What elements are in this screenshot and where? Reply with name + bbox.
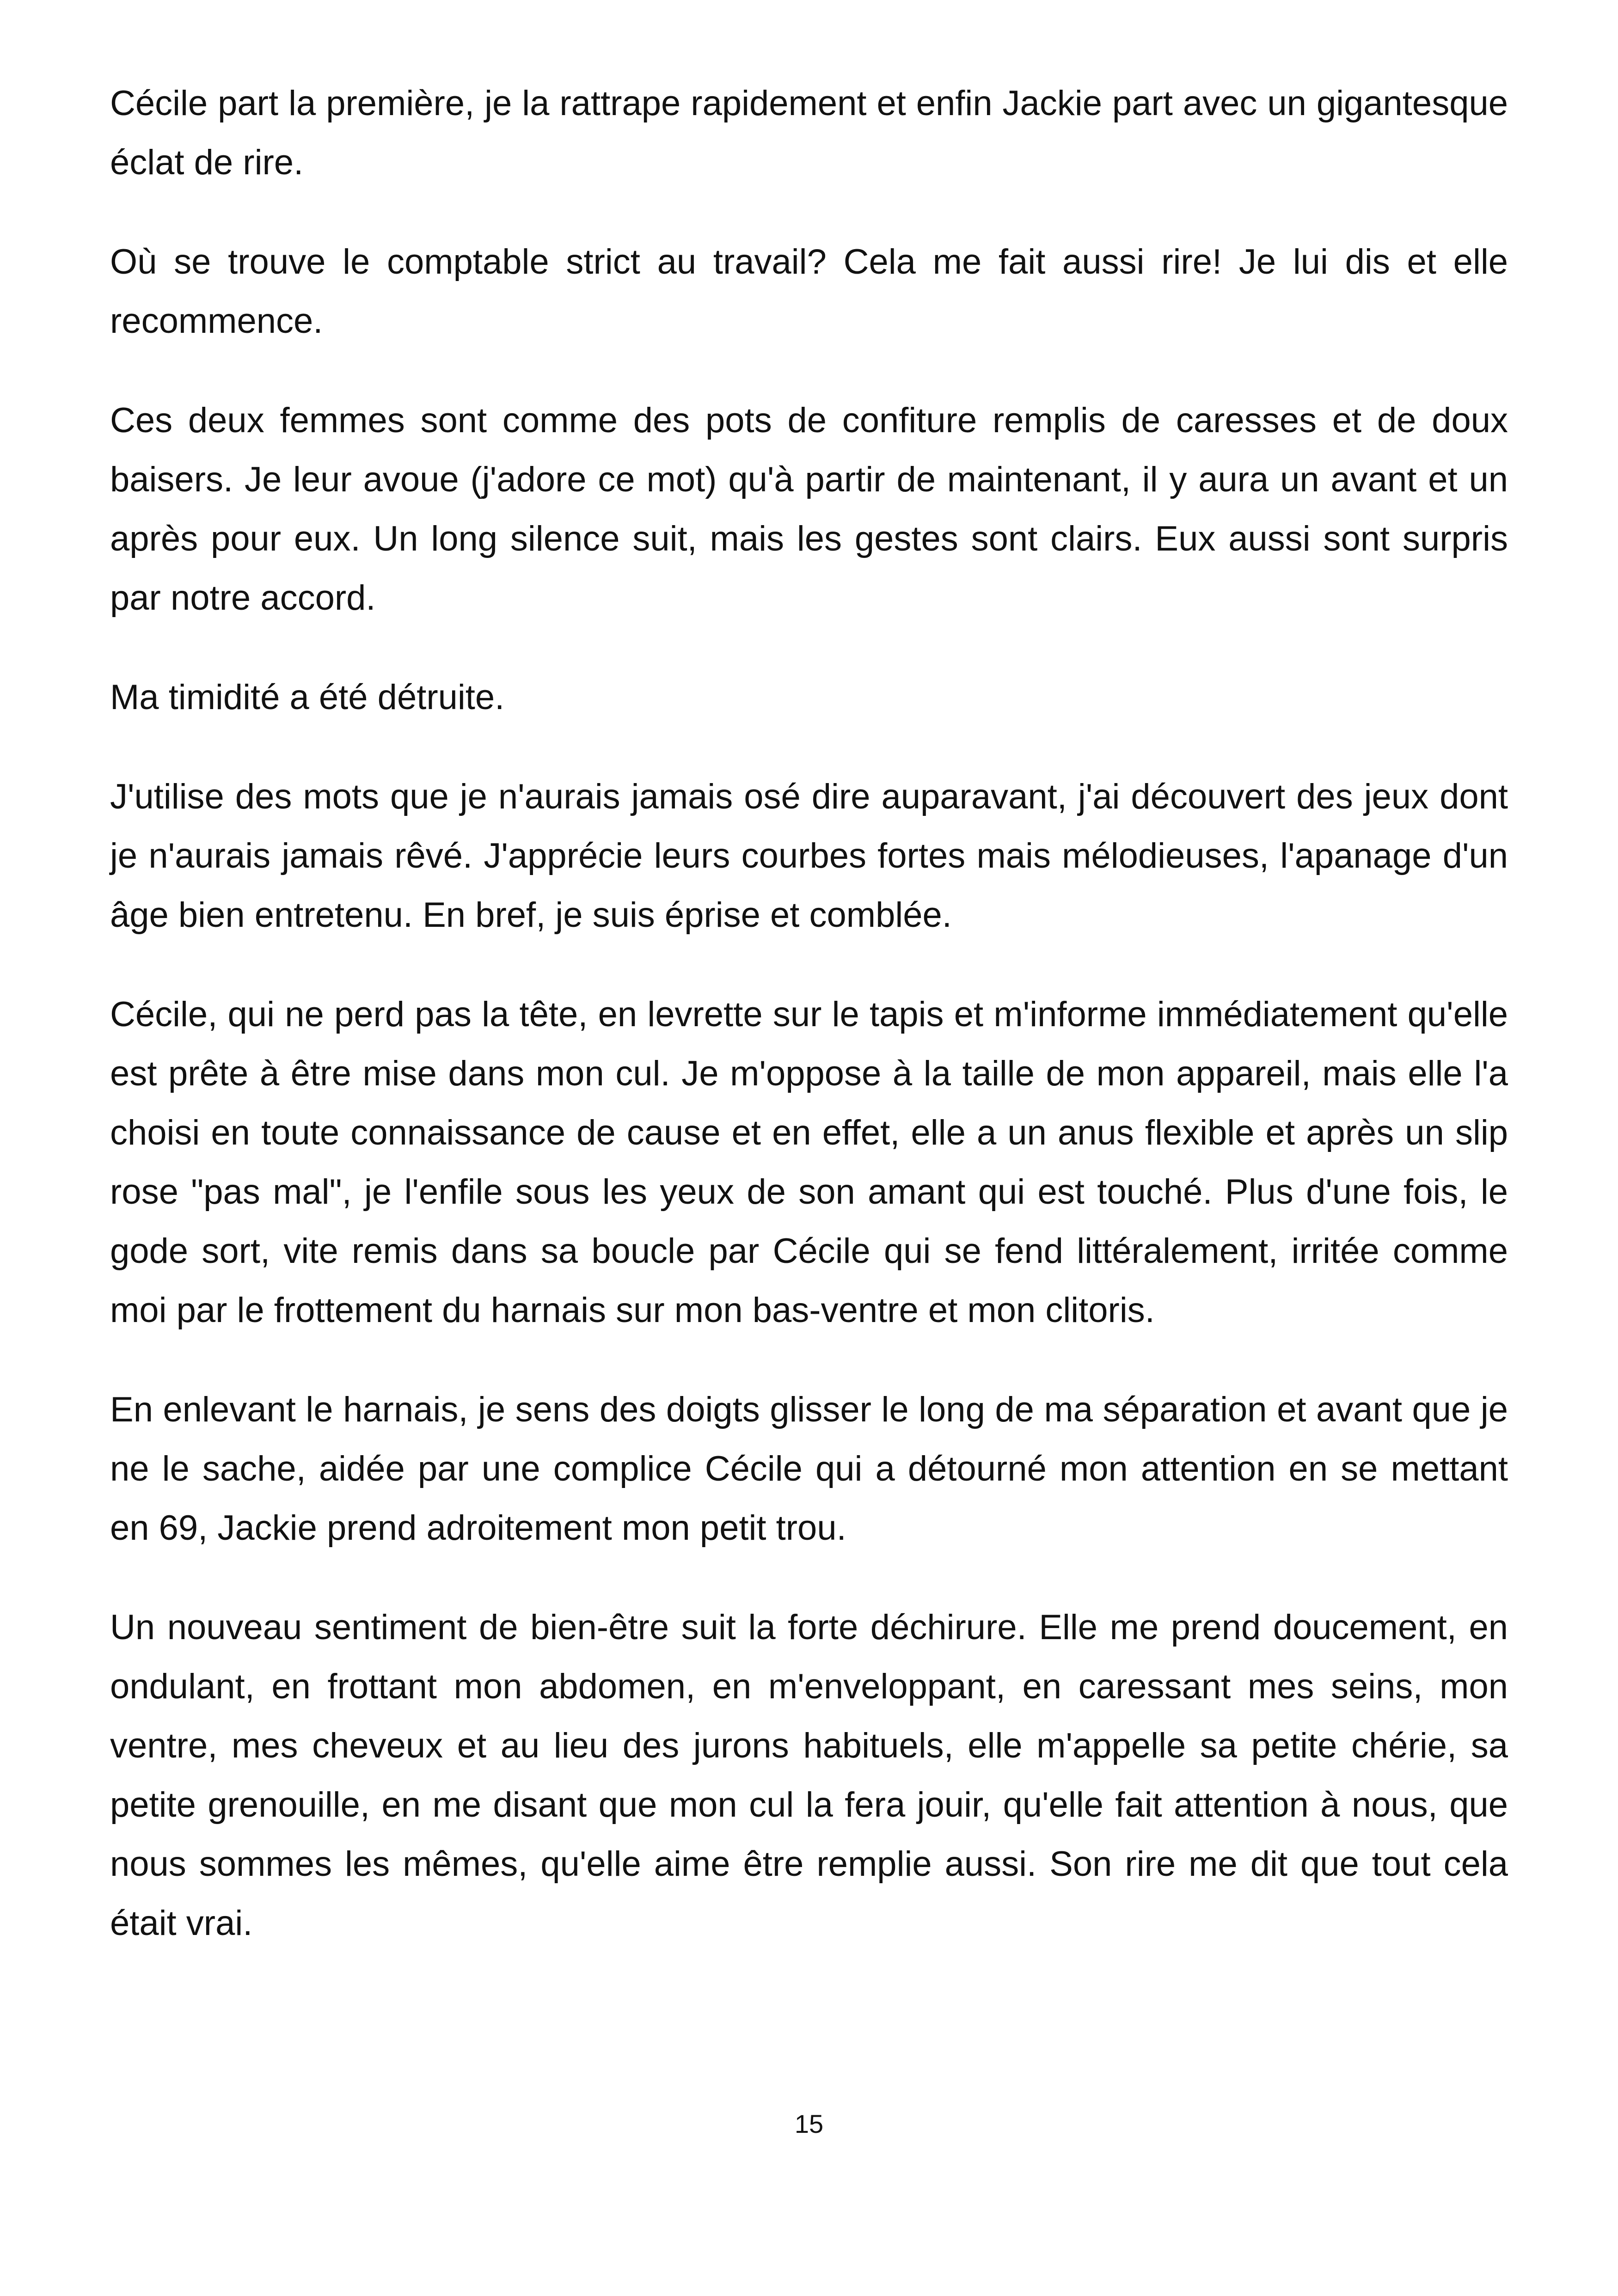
paragraph-4: Ma timidité a été détruite. [110, 678, 505, 717]
paragraph-2: Où se trouve le comptable strict au travail? Cela me fait aussi rire! Je lui dis et elle recommence. [110, 242, 1508, 341]
paragraph-7: En enlevant le harnais, je sens des doigts glisser le long de ma séparation et avant que je ne le sache, aidée par une complice Cécile qui a détourné mon attention en se mettant en 69, Jackie prend adroitement mon petit trou. [110, 1390, 1508, 1548]
paragraph-6: Cécile, qui ne perd pas la tête, en levrette sur le tapis et m'informe immédiatement qu'elle est prête à être mise dans mon cul. Je m'oppose à la taille de mon appareil, mais elle l'a choisi en toute connaissance de cause et en effet, elle a un anus flexible et après un slip rose "pas mal", je l'enfile sous les yeux de son amant qui est touché. Plus d'une fois, le gode sort, vite remis dans sa boucle par Cécile qui se fend littéralement, irritée comme moi par le frottement du harnais sur mon bas-ventre et mon clitoris. [110, 995, 1508, 1330]
page-number: 15 [794, 2109, 824, 2138]
paragraph-5: J'utilise des mots que je n'aurais jamais osé dire auparavant, j'ai découvert des jeux dont je n'aurais jamais rêvé. J'apprécie leurs courbes fortes mais mélodieuses, l'apanage d'un âge bien entretenu. En bref, je suis éprise et comblée. [110, 777, 1508, 935]
paragraph-8: Un nouveau sentiment de bien-être suit la forte déchirure. Elle me prend doucement, en ondulant, en frottant mon abdomen, en m'enveloppant, en caressant mes seins, mon ventre, mes cheveux et au lieu des jurons habituels, elle m'appelle sa petite chérie, sa petite grenouille, en me disant que mon cul la fera jouir, qu'elle fait attention à nous, que nous sommes les mêmes, qu'elle aime être remplie aussi. Son rire me dit que tout cela était vrai. [110, 1608, 1508, 1943]
paragraph-3: Ces deux femmes sont comme des pots de confiture remplis de caresses et de doux baisers. Je leur avoue (j'adore ce mot) qu'à partir de maintenant, il y aura un avant et un après pour eux. Un long silence suit, mais les gestes sont clairs. Eux aussi sont surpris par notre accord. [110, 401, 1508, 618]
paragraph-1: Cécile part la première, je la rattrape rapidement et enfin Jackie part avec un gigantesque éclat de rire. [110, 84, 1508, 182]
page-body [110, 74, 1508, 1993]
